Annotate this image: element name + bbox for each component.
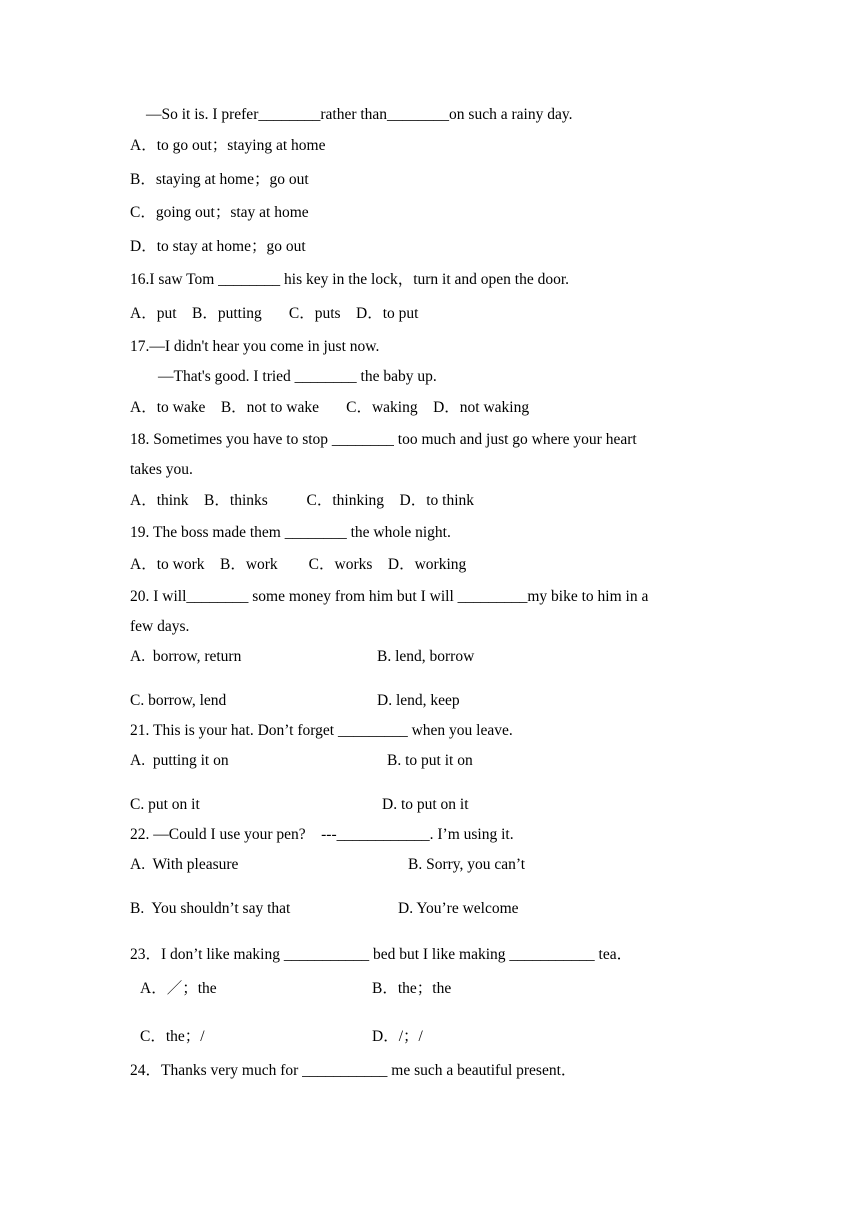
q23-option-d: D．/；/ [372,1028,423,1045]
q16-stem: 16.I saw Tom ________ his key in the lock，turn it and open the door. [130,271,570,288]
q20-option-b: B. lend, borrow [377,648,475,665]
q21-stem: 21. This is your hat. Don’t forget _________ when you leave. [130,722,513,739]
q23-option-b: B．the；the [372,980,452,997]
q21-option-c: C. put on it [130,796,200,813]
q22-option-c: B. You shouldn’t say that [130,900,291,917]
q22-option-b: B. Sorry, you can’t [408,856,526,873]
q20-option-a: A. borrow, return [130,648,242,665]
q15-option-d: D．to stay at home；go out [130,238,306,255]
q23-option-c: C．the；/ [140,1028,205,1045]
q18-options: A．think B．thinks C．thinking D．to think [130,492,475,509]
q21-option-d: D. to put on it [382,796,469,813]
q16-options: A．put B．putting C．puts D．to put [130,305,419,322]
q20-option-d: D. lend, keep [377,692,460,709]
q23-stem: 23．I don’t like making ___________ bed but I like making ___________ tea． [130,946,633,963]
q21-option-b: B. to put it on [387,752,473,769]
q22-option-d: D. You’re welcome [398,900,519,917]
q18-stem-line2: takes you. [130,461,193,478]
q18-stem-line1: 18. Sometimes you have to stop ________ too much and just go where your heart [130,431,637,448]
q15-option-a: A．to go out；staying at home [130,137,326,154]
q22-option-a: A. With pleasure [130,856,239,873]
q21-option-a: A. putting it on [130,752,229,769]
q20-option-c: C. borrow, lend [130,692,227,709]
q15-stem-line: —So it is. I prefer________rather than________on such a rainy day. [146,106,573,123]
q17-options: A．to wake B．not to wake C．waking D．not waking [130,399,530,416]
q17-stem-line1: 17.—I didn't hear you come in just now. [130,338,380,355]
q20-stem-line2: few days. [130,618,190,635]
q15-option-c: C．going out；stay at home [130,204,309,221]
q20-stem-line1: 20. I will________ some money from him but I will _________my bike to him in a [130,588,649,605]
q22-stem: 22. —Could I use your pen? ---____________. I’m using it. [130,826,514,843]
q19-stem: 19. The boss made them ________ the whole night. [130,524,451,541]
q15-option-b: B．staying at home；go out [130,171,309,188]
q23-option-a: A．／；the [140,980,217,997]
q19-options: A．to work B．work C．works D．working [130,556,467,573]
q24-stem: 24．Thanks very much for ___________ me such a beautiful present． [130,1062,577,1079]
q17-stem-line2: —That's good. I tried ________ the baby up. [158,368,437,385]
